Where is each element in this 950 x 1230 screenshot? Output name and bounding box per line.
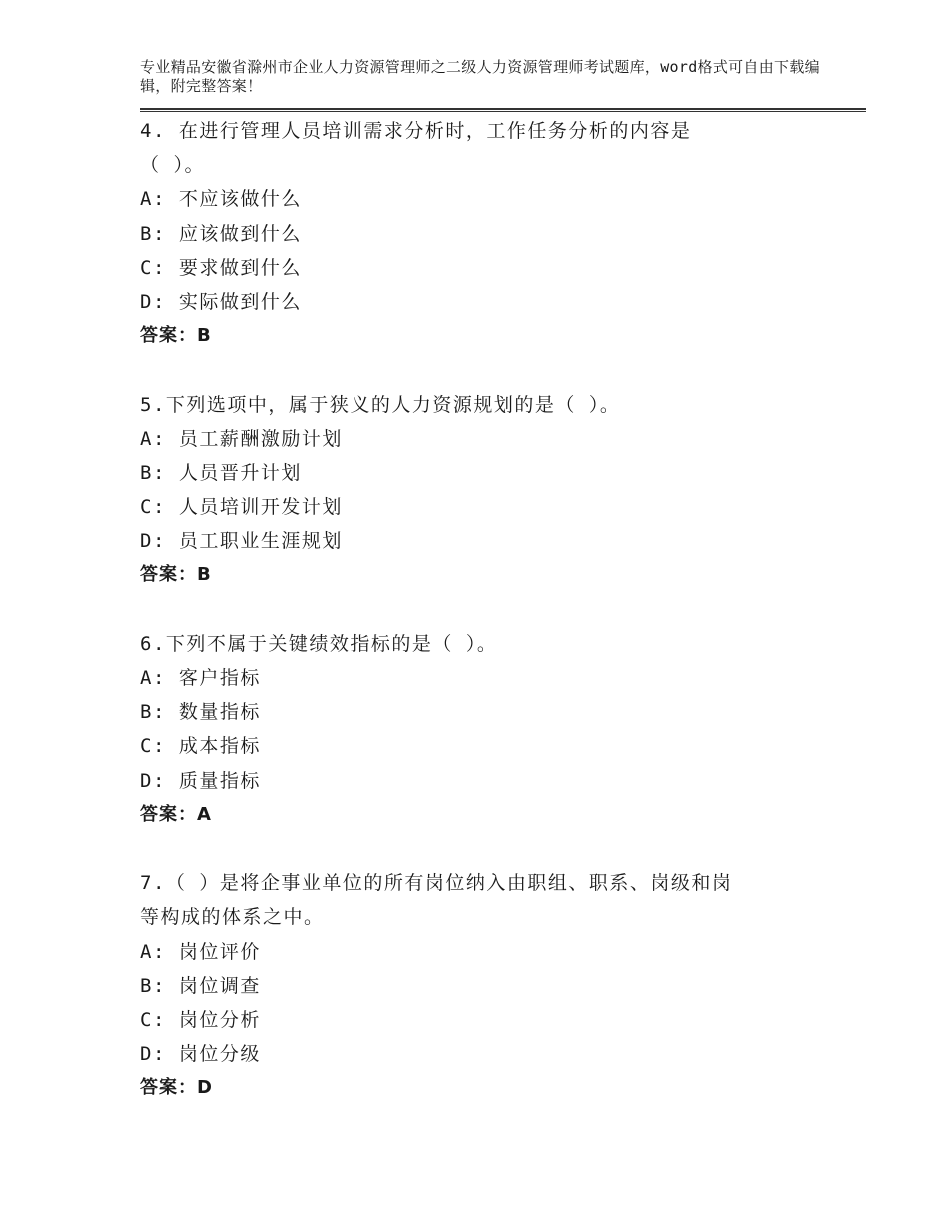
question-stem-continued: 等构成的体系之中。 <box>140 906 325 929</box>
option-b: B: 岗位调查 <box>140 974 261 997</box>
question-5 <box>140 388 868 593</box>
option-c: C: 人员培训开发计划 <box>140 496 343 519</box>
option-d: D: 质量指标 <box>140 769 261 792</box>
spacer <box>140 353 868 387</box>
spacer <box>140 832 868 866</box>
option-d: D: 实际做到什么 <box>140 290 302 313</box>
question-stem: 5.下列选项中，属于狭义的人力资源规划的是（ ）。 <box>140 393 621 416</box>
question-stem: 4. 在进行管理人员培训需求分析时，工作任务分析的内容是 <box>140 120 692 142</box>
option-d: D: 岗位分级 <box>140 1043 261 1066</box>
option-a: A: 员工薪酬激励计划 <box>140 427 343 450</box>
answer: 答案：B <box>140 325 212 347</box>
question-stem: 6.下列不属于关键绩效指标的是（ ）。 <box>140 632 498 655</box>
answer: 答案：D <box>140 1077 213 1099</box>
option-d: D: 员工职业生涯规划 <box>140 530 343 553</box>
option-a: A: 岗位评价 <box>140 940 261 963</box>
spacer <box>140 593 868 627</box>
document-page <box>140 58 868 1105</box>
question-6 <box>140 627 868 832</box>
header-divider <box>140 108 866 112</box>
option-a: A: 不应该做什么 <box>140 188 302 211</box>
question-7 <box>140 866 868 1105</box>
answer: 答案：B <box>140 564 212 586</box>
question-4 <box>140 114 868 353</box>
answer: 答案：A <box>140 803 212 825</box>
option-c: C: 要求做到什么 <box>140 256 302 279</box>
option-c: C: 岗位分析 <box>140 1008 261 1031</box>
option-a: A: 客户指标 <box>140 667 261 689</box>
option-b: B: 人员晋升计划 <box>140 461 302 484</box>
option-b: B: 应该做到什么 <box>140 222 302 245</box>
option-b: B: 数量指标 <box>140 701 261 724</box>
question-stem-continued: （ ）。 <box>140 154 205 177</box>
question-stem: 7.（ ）是将企事业单位的所有岗位纳入由职组、职系、岗级和岗 <box>140 872 733 895</box>
option-c: C: 成本指标 <box>140 735 261 758</box>
document-header: 专业精品安徽省滁州市企业人力资源管理师之二级人力资源管理师考试题库，word格式可自由下载编辑，附完整答案！ <box>140 58 820 95</box>
